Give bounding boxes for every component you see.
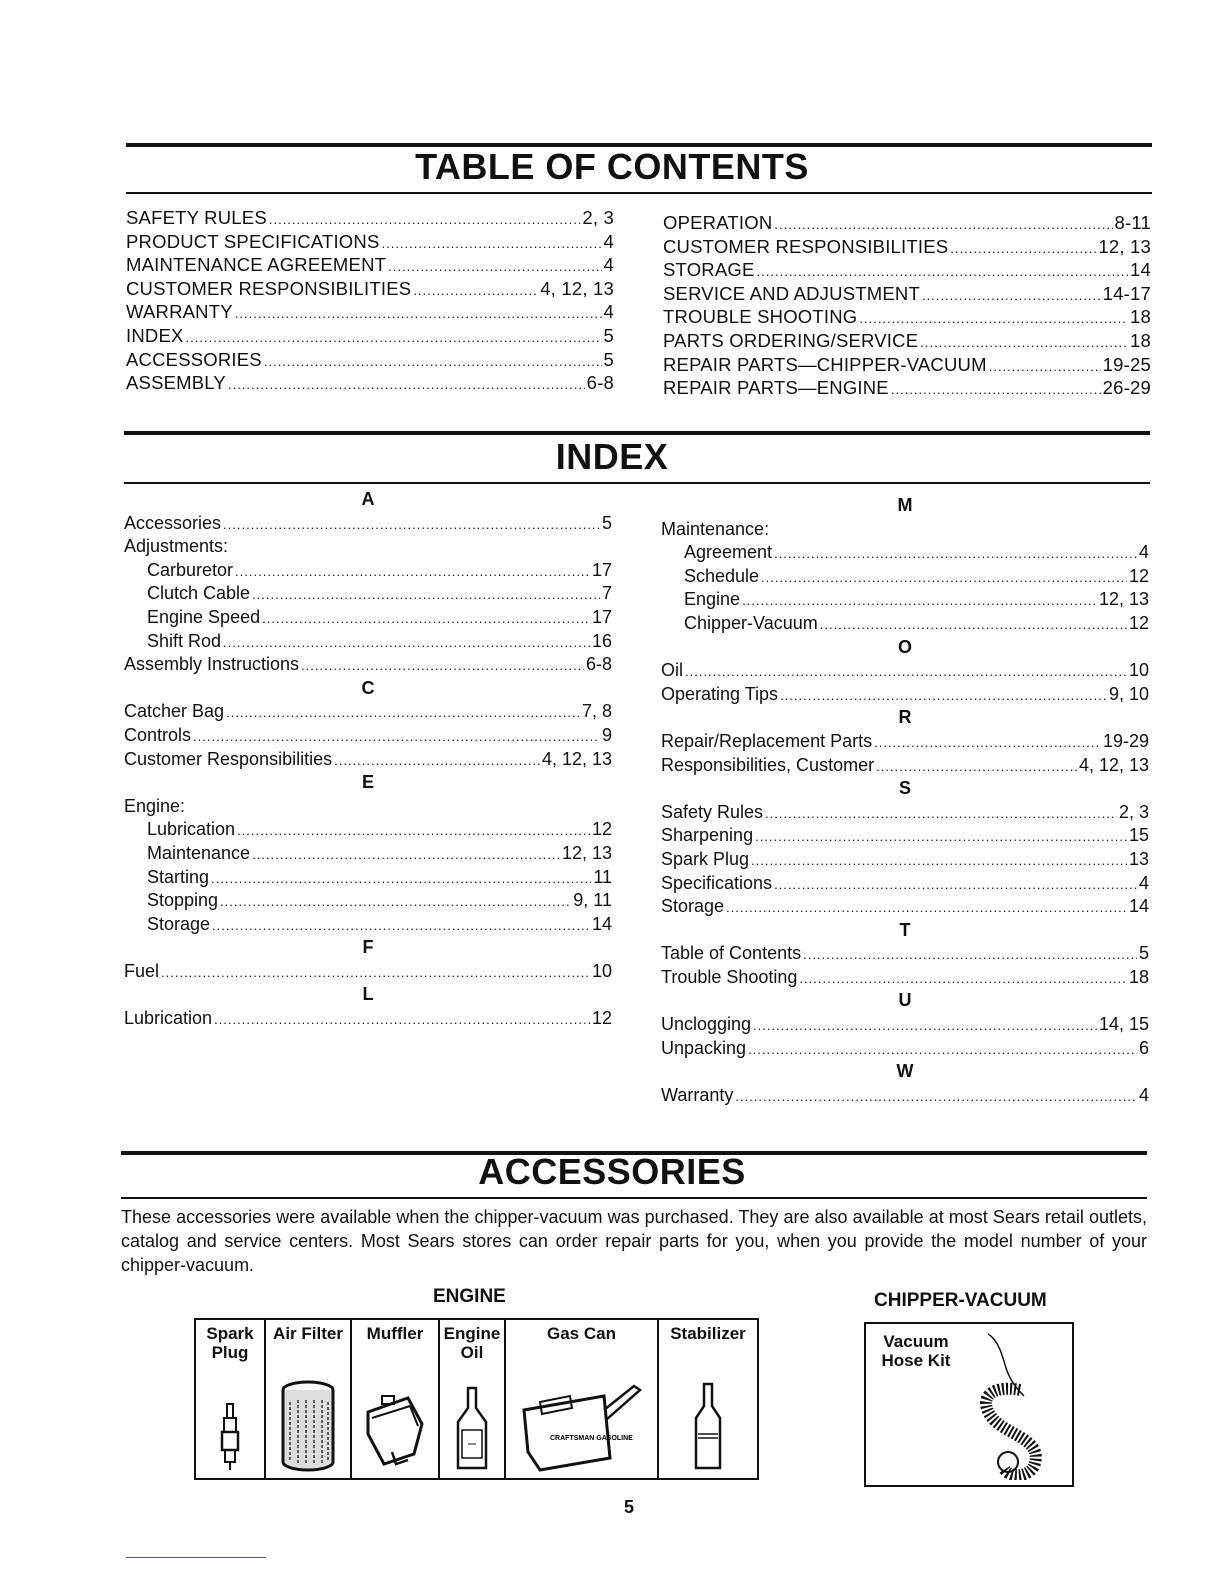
toc-entry: [663, 211, 1151, 235]
index-title: INDEX: [555, 436, 669, 477]
entry-page: 14, 15: [1098, 1014, 1149, 1035]
accessory-stabilizer: Stabilizer: [658, 1319, 758, 1479]
entry-label: MAINTENANCE AGREEMENT: [126, 254, 387, 276]
toc-entry: [126, 348, 614, 372]
entry-page: 14: [1128, 896, 1149, 917]
index-entry: [661, 966, 1149, 990]
entry-label: Storage: [661, 896, 725, 917]
entry-page: 2, 3: [1118, 801, 1149, 822]
entry-label: Specifications: [661, 872, 773, 893]
toc-entry: [663, 282, 1151, 306]
entry-label: Maintenance: [147, 842, 251, 863]
entry-page: 4: [1138, 1084, 1149, 1105]
entry-label: ACCESSORIES: [126, 348, 262, 370]
index-entry: [661, 565, 1149, 589]
entry-page: 19-25: [1102, 353, 1151, 375]
entry-label: A: [361, 489, 375, 509]
index-letter-heading: [661, 706, 1149, 730]
entry-page: 4: [603, 230, 614, 252]
entry-label: U: [898, 990, 912, 1011]
stabilizer-bottle-icon: [692, 1382, 724, 1472]
dot-leader: [161, 961, 590, 985]
dot-leader: [874, 731, 1101, 755]
dot-leader: [774, 873, 1137, 897]
dot-leader: [950, 237, 1096, 261]
entry-label: L: [362, 984, 374, 1005]
entry-page: 12: [591, 819, 612, 840]
dot-leader: [799, 967, 1127, 991]
entry-label: Repair/Replacement Parts: [661, 730, 873, 751]
entry-label: F: [362, 937, 374, 958]
index-right-column: [661, 494, 1149, 1107]
entry-page: 12, 13: [561, 842, 612, 863]
accessory-spark-plug: Spark Plug: [195, 1319, 265, 1479]
entry-page: 12: [1128, 612, 1149, 633]
entry-page: 15: [1128, 825, 1149, 846]
index-entry: [661, 801, 1149, 825]
toc-left-column: [126, 206, 614, 395]
entry-label: Unclogging: [661, 1014, 752, 1035]
entry-page: 7, 8: [581, 701, 612, 722]
index-letter-heading: [661, 989, 1149, 1013]
entry-label: CUSTOMER RESPONSIBILITIES: [663, 235, 949, 257]
entry-label: REPAIR PARTS—ENGINE: [663, 377, 889, 399]
entry-label: C: [361, 677, 375, 698]
index-entry: [661, 659, 1149, 683]
index-entry: [124, 606, 612, 630]
entry-page: 6-8: [586, 372, 614, 394]
dot-leader: [748, 1038, 1137, 1062]
index-entry: [124, 748, 612, 772]
dot-leader: [235, 560, 590, 584]
dot-leader: [235, 302, 602, 326]
entry-page: 11: [593, 866, 612, 887]
dot-leader: [876, 755, 1077, 779]
entry-page: 16: [591, 630, 612, 651]
entry-label: T: [899, 919, 911, 940]
toc-entry: [663, 235, 1151, 259]
dot-leader: [214, 1008, 590, 1032]
dot-leader: [228, 373, 585, 397]
entry-label: Carburetor: [147, 559, 234, 580]
index-entry: [124, 960, 612, 984]
entry-label: WARRANTY: [126, 301, 233, 323]
index-group-heading: [661, 518, 1149, 542]
dot-leader: [237, 819, 590, 843]
entry-label: Sharpening: [661, 825, 754, 846]
entry-label: Starting: [147, 866, 210, 887]
vacuum-hose-icon: [966, 1330, 1066, 1480]
dot-leader: [211, 867, 591, 891]
entry-label: Customer Responsibilities: [124, 748, 333, 769]
index-entry: [124, 653, 612, 677]
toc-entry: [663, 258, 1151, 282]
entry-label: Storage: [147, 913, 211, 934]
entry-label: CUSTOMER RESPONSIBILITIES: [126, 277, 412, 299]
entry-page: 18: [1130, 306, 1151, 328]
index-entry: [661, 848, 1149, 872]
index-letter-heading: [661, 777, 1149, 801]
accessory-muffler: Muffler: [351, 1319, 439, 1479]
dot-leader: [388, 255, 601, 279]
dot-leader: [413, 279, 538, 303]
toc-entry: [126, 371, 614, 395]
entry-label: R: [898, 707, 912, 728]
index-entry: [661, 942, 1149, 966]
entry-page: 9, 11: [573, 890, 612, 911]
gas-can-icon: [520, 1380, 644, 1472]
index-letter-heading: [124, 677, 612, 701]
entry-label: Spark Plug: [661, 848, 750, 869]
entry-label: OPERATION: [663, 212, 773, 233]
entry-label: Clutch Cable: [147, 583, 251, 604]
dot-leader: [989, 355, 1101, 379]
dot-leader: [757, 260, 1128, 284]
entry-label: Warranty: [661, 1084, 734, 1105]
index-group-heading: [124, 535, 612, 559]
dot-leader: [820, 613, 1127, 637]
toc-entry: [126, 230, 614, 254]
entry-label: PRODUCT SPECIFICATIONS: [126, 230, 380, 252]
dot-leader: [751, 849, 1127, 873]
toc-entry: [126, 253, 614, 277]
accessories-intro: These accessories were available when the chipper-vacuum was purchased. They are also available at most Sears retail outlets, catalog and service centers. Most Sears stores can order repair parts for you, when you provide the model number of your chipper-vacuum.: [121, 1207, 1147, 1275]
toc-entry: [663, 376, 1151, 400]
accessory-engine-oil: Engine Oil: [439, 1319, 505, 1479]
entry-label: TROUBLE SHOOTING: [663, 306, 858, 328]
index-entry: [661, 824, 1149, 848]
index-entry: [661, 1013, 1149, 1037]
engine-label: ENGINE: [433, 1286, 506, 1307]
dot-leader: [269, 208, 580, 232]
dot-leader: [735, 1085, 1137, 1109]
dot-leader: [334, 749, 540, 773]
entry-page: 5: [601, 512, 612, 533]
entry-page: 4, 12, 13: [541, 748, 612, 769]
entry-page: 2, 3: [582, 207, 614, 228]
entry-label: Controls: [124, 724, 192, 745]
toc-entry: [663, 353, 1151, 377]
entry-page: 4: [603, 301, 614, 323]
index-left-column: [124, 488, 612, 1031]
entry-label: Schedule: [684, 565, 760, 586]
footer-rule: [126, 1557, 266, 1558]
entry-page: 6-8: [585, 654, 612, 675]
index-entry: [124, 512, 612, 536]
entry-label: PARTS ORDERING/SERVICE: [663, 329, 919, 351]
entry-page: 6: [1138, 1037, 1149, 1058]
toc-entry: [126, 324, 614, 348]
index-entry: [124, 559, 612, 583]
index-letter-heading: [661, 1060, 1149, 1084]
accessories-bottom-rule: [121, 1197, 1147, 1199]
entry-page: 4: [603, 254, 614, 276]
entry-label: SERVICE AND ADJUSTMENT: [663, 282, 920, 304]
index-letter-heading: [124, 771, 612, 795]
entry-label: Shift Rod: [147, 630, 222, 651]
entry-label: Table of Contents: [661, 943, 802, 964]
dot-leader: [859, 307, 1128, 331]
dot-leader: [891, 378, 1101, 402]
index-entry: [661, 872, 1149, 896]
dot-leader: [761, 566, 1127, 590]
entry-label: ASSEMBLY: [126, 372, 226, 394]
entry-page: 9, 10: [1108, 683, 1149, 704]
index-letter-heading: [124, 936, 612, 960]
toc-title: TABLE OF CONTENTS: [415, 146, 809, 187]
air-filter-icon: [280, 1380, 336, 1472]
entry-page: 5: [1138, 943, 1149, 964]
entry-page: 5: [603, 324, 614, 346]
dot-leader: [765, 802, 1117, 826]
entry-page: 14-17: [1102, 282, 1151, 304]
entry-label: Lubrication: [147, 819, 236, 840]
entry-label: STORAGE: [663, 259, 755, 281]
index-entry: [661, 541, 1149, 565]
index-letter-heading: [124, 488, 612, 512]
index-bottom-rule: [124, 482, 1150, 484]
entry-page: 12: [591, 1008, 612, 1029]
entry-page: 18: [1128, 966, 1149, 987]
entry-page: 17: [591, 606, 612, 627]
index-letter-heading: [661, 494, 1149, 518]
index-entry: [661, 730, 1149, 754]
accessory-air-filter: Air Filter: [265, 1319, 351, 1479]
entry-label: Operating Tips: [661, 683, 779, 704]
entry-label: Engine Speed: [147, 606, 261, 627]
entry-page: 4, 12, 13: [1078, 754, 1149, 775]
entry-page: 9: [601, 724, 612, 745]
dot-leader: [193, 725, 600, 749]
entry-label: Catcher Bag: [124, 701, 225, 722]
index-entry: [661, 895, 1149, 919]
dot-leader: [223, 631, 590, 655]
entry-page: 12, 13: [1098, 235, 1151, 257]
dot-leader: [220, 890, 571, 914]
entry-label: Oil: [661, 660, 683, 681]
dot-leader: [264, 350, 602, 374]
dot-leader: [226, 701, 580, 725]
toc-entry: [126, 277, 614, 301]
entry-label: Lubrication: [124, 1008, 213, 1029]
oil-bottle-icon: [455, 1386, 489, 1472]
entry-page: 14: [1130, 259, 1151, 281]
chipper-vacuum-label: CHIPPER-VACUUM: [874, 1290, 1047, 1311]
dot-leader: [301, 654, 584, 678]
entry-label: Engine: [684, 589, 741, 610]
index-entry: [124, 700, 612, 724]
index-entry: [661, 754, 1149, 778]
entry-label: M: [897, 495, 913, 515]
dot-leader: [223, 513, 600, 537]
dot-leader: [252, 583, 600, 607]
page-number: 5: [624, 1497, 635, 1517]
index-entry: [124, 724, 612, 748]
entry-page: 10: [1128, 660, 1149, 681]
entry-label: S: [898, 778, 911, 799]
dot-leader: [742, 589, 1097, 613]
accessory-gas-can: Gas Can CRAFTSMAN GASOLINE: [505, 1319, 658, 1479]
index-entry: [661, 683, 1149, 707]
entry-label: Chipper-Vacuum: [684, 612, 818, 633]
toc-right-column: [663, 211, 1151, 400]
toc-entry: [126, 206, 614, 230]
index-entry: [124, 582, 612, 606]
toc-entry: [126, 300, 614, 324]
entry-page: 17: [591, 559, 612, 580]
entry-label: REPAIR PARTS—CHIPPER-VACUUM: [663, 353, 987, 375]
index-entry: [124, 913, 612, 937]
toc-bottom-rule: [126, 192, 1152, 194]
dot-leader: [186, 326, 602, 350]
dot-leader: [803, 943, 1137, 967]
entry-page: 4: [1138, 872, 1149, 893]
index-entry: [124, 1007, 612, 1031]
dot-leader: [252, 843, 560, 867]
entry-page: 8-11: [1114, 212, 1151, 233]
dot-leader: [262, 607, 590, 631]
accessories-title: ACCESSORIES: [478, 1151, 746, 1192]
index-entry: [661, 1084, 1149, 1108]
index-entry: [124, 630, 612, 654]
muffler-icon: [362, 1392, 428, 1472]
entry-page: 5: [603, 348, 614, 370]
toc-entry: [663, 305, 1151, 329]
entry-page: 26-29: [1102, 377, 1151, 399]
index-entry: [661, 588, 1149, 612]
entry-label: Trouble Shooting: [661, 966, 798, 987]
entry-page: 14: [591, 913, 612, 934]
entry-label: Responsibilities, Customer: [661, 754, 875, 775]
index-top-rule: [124, 431, 1150, 435]
entry-label: W: [896, 1061, 914, 1082]
index-letter-heading: [661, 636, 1149, 660]
accessory-vacuum-hose-kit: Vacuum Hose Kit: [864, 1322, 1074, 1487]
entry-page: 18: [1130, 329, 1151, 351]
index-letter-heading: [661, 919, 1149, 943]
entry-label: Agreement: [684, 542, 773, 563]
dot-leader: [774, 542, 1137, 566]
index-entry: [124, 889, 612, 913]
dot-leader: [382, 232, 602, 256]
index-entry: [124, 866, 612, 890]
entry-page: 10: [591, 960, 612, 981]
dot-leader: [922, 284, 1101, 308]
entry-label: Assembly Instructions: [124, 654, 300, 675]
dot-leader: [755, 825, 1127, 849]
dot-leader: [726, 896, 1127, 920]
dot-leader: [774, 213, 1112, 237]
index-letter-heading: [124, 983, 612, 1007]
dot-leader: [212, 914, 590, 938]
entry-page: 4: [1138, 542, 1149, 563]
entry-page: 7: [601, 583, 612, 604]
toc-entry: [663, 329, 1151, 353]
index-entry: [124, 818, 612, 842]
entry-label: O: [897, 636, 912, 657]
dot-leader: [685, 660, 1127, 684]
index-group-heading: [124, 795, 612, 819]
entry-label: INDEX: [126, 324, 184, 346]
entry-page: 12: [1128, 565, 1149, 586]
dot-leader: [780, 684, 1107, 708]
spark-plug-icon: [220, 1402, 240, 1472]
index-entry: [124, 842, 612, 866]
entry-label: Adjustments:: [124, 536, 229, 557]
entry-label: Stopping: [147, 890, 219, 911]
entry-label: SAFETY RULES: [126, 207, 267, 228]
entry-label: Unpacking: [661, 1037, 747, 1058]
dot-leader: [920, 331, 1128, 355]
entry-page: 19-29: [1102, 730, 1149, 751]
entry-label: Safety Rules: [661, 801, 764, 822]
index-entry: [661, 1037, 1149, 1061]
entry-label: Maintenance:: [661, 518, 770, 539]
svg-text:CRAFTSMAN GASOLINE: CRAFTSMAN GASOLINE: [549, 1435, 633, 1442]
entry-label: Engine:: [124, 795, 186, 816]
entry-label: Accessories: [124, 512, 222, 533]
entry-label: Fuel: [124, 960, 160, 981]
dot-leader: [753, 1014, 1097, 1038]
entry-page: 13: [1128, 848, 1149, 869]
engine-accessories-table: [194, 1318, 759, 1480]
index-entry: [661, 612, 1149, 636]
entry-label: E: [361, 772, 374, 793]
entry-page: 4, 12, 13: [540, 277, 614, 299]
entry-page: 12, 13: [1098, 589, 1149, 610]
